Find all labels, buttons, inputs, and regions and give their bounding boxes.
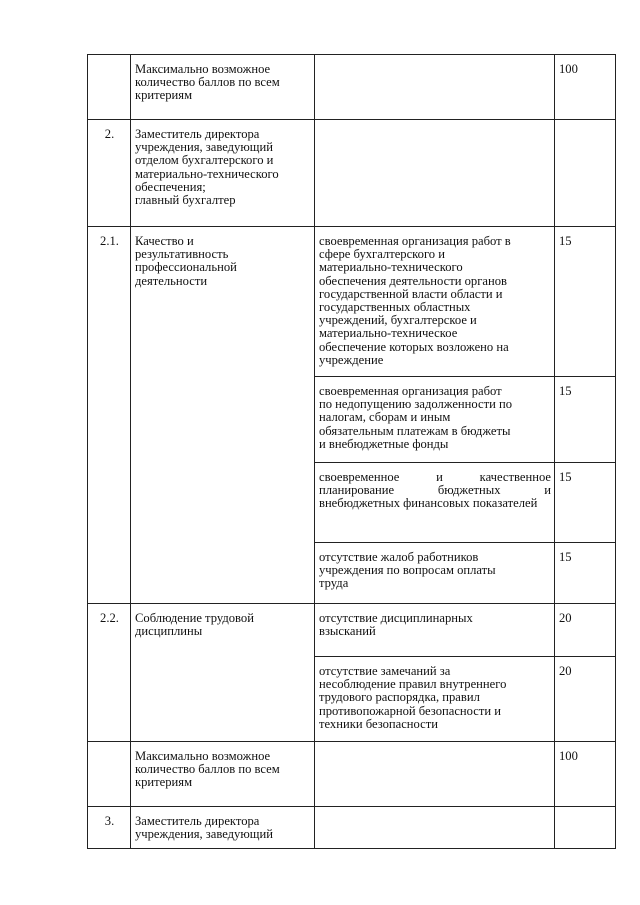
score-cell: 15 bbox=[555, 463, 616, 543]
table-row bbox=[88, 55, 616, 120]
criterion-cell: Качество и результативность профессиональной деятельности bbox=[131, 227, 315, 604]
table-row bbox=[88, 604, 616, 657]
score-cell: 100 bbox=[555, 55, 616, 120]
criterion-cell: Максимально возможное количество баллов по всем критериям bbox=[131, 55, 315, 120]
indicator-cell: своевременная организация работ в сфере бухгалтерского и материально-технического обеспечения деятельности органов государственной власти области и государственных областных учреждений, бухгалтерское и материально-техническое обеспечение которых возложено на учреждение bbox=[315, 227, 555, 377]
row-number: 2.1. bbox=[88, 227, 131, 604]
criterion-cell: Максимально возможное количество баллов по всем критериям bbox=[131, 742, 315, 807]
indicator-cell bbox=[315, 807, 555, 849]
score-cell: 100 bbox=[555, 742, 616, 807]
indicator-cell: своевременное и качественное планирование бюджетных и внебюджетных финансовых показателей bbox=[315, 463, 555, 543]
score-cell: 20 bbox=[555, 657, 616, 742]
score-cell: 15 bbox=[555, 227, 616, 377]
indicator-cell: отсутствие дисциплинарных взысканий bbox=[315, 604, 555, 657]
row-number: 3. bbox=[88, 807, 131, 849]
row-number: 2. bbox=[88, 120, 131, 227]
row-number bbox=[88, 742, 131, 807]
score-cell bbox=[555, 807, 616, 849]
indicator-cell bbox=[315, 742, 555, 807]
score-cell: 20 bbox=[555, 604, 616, 657]
score-cell bbox=[555, 120, 616, 227]
indicator-cell: своевременная организация работ по недопущению задолженности по налогам, сборам и иным обязательным платежам в бюджеты и внебюджетные фонды bbox=[315, 377, 555, 463]
indicator-cell bbox=[315, 55, 555, 120]
indicator-cell: отсутствие замечаний за несоблюдение правил внутреннего трудового распорядка, правил противопожарной безопасности и техники безопасности bbox=[315, 657, 555, 742]
indicator-cell bbox=[315, 120, 555, 227]
indicator-cell: отсутствие жалоб работников учреждения по вопросам оплаты труда bbox=[315, 543, 555, 604]
score-cell: 15 bbox=[555, 543, 616, 604]
row-number bbox=[88, 55, 131, 120]
row-number: 2.2. bbox=[88, 604, 131, 742]
table-row bbox=[88, 807, 616, 849]
criterion-cell: Заместитель директора учреждения, заведующий bbox=[131, 807, 315, 849]
score-cell: 15 bbox=[555, 377, 616, 463]
criterion-cell: Соблюдение трудовой дисциплины bbox=[131, 604, 315, 742]
criterion-cell: Заместитель директора учреждения, заведующий отделом бухгалтерского и материально-технического обеспечения; главный бухгалтер bbox=[131, 120, 315, 227]
criteria-table bbox=[87, 54, 616, 849]
table-row bbox=[88, 742, 616, 807]
table-row bbox=[88, 120, 616, 227]
table-row bbox=[88, 227, 616, 377]
